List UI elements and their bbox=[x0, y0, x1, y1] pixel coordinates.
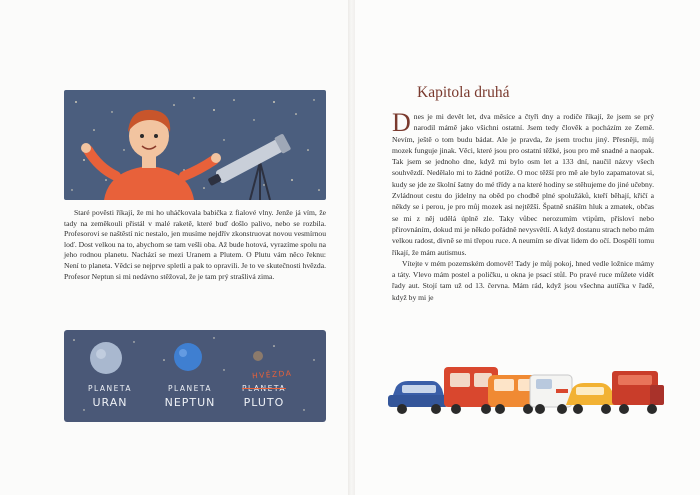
yellow-car bbox=[566, 383, 616, 414]
planet-label-uranus-top: PLANETA bbox=[88, 384, 132, 393]
planets-illustration bbox=[64, 330, 326, 422]
toy-cars-illustration bbox=[380, 345, 680, 425]
pluto-planet bbox=[253, 351, 263, 361]
planet-label-neptune-top: PLANETA bbox=[168, 384, 212, 393]
red-truck bbox=[612, 371, 664, 414]
right-paragraph-2: Vítejte v mém pozemském domově! Tady je můj pokoj, hned vedle ložnice mámy a táty. Vlevo mám postel a poličku, u okna je psací stůl. Po pravé ruce můžete vidět řady aut. Stojí tam už od 13. června. Mám rád, když jsou všechna autíčka v řadě, když by mi je bbox=[392, 258, 654, 302]
planet-label-uranus-name: URAN bbox=[92, 396, 128, 409]
white-ambulance bbox=[530, 375, 572, 414]
right-paragraph-1-text: nes je mi devět let, dva měsíce a čtyři dny a rodiče říkají, že jsem se prý narodil mámě jako všichni ostatní. Jsem tedy člověk a pocházím ze Země. Nevím, ještě o tom budu bádat. Ale je pravda, že jsem trochu jiný. Přesněji, můj mozek funguje jinak. Věci, které jsou pro ostatní těžké, jsou pro mě snadné a naopak. Tak jsem se jednoho dne, když mi bylo osm let a 133 dní, naučil názvy všech souhvězdí. Nedělalo mi to žádné potíže. O moc těžší pro mě ale bylo zapamatovat si, kudy se jde ze školní šatny do mé třídy a na které hodiny se stěhujeme do jiné učebny. Zvládnout cestu do jídelny na oběd po chodbě plné spolužáků, kteří běhají, křičí a někdy se i perou, je pro můj mozek asi nejtěžší. Špatně snáším hluk a zmatek, občas se mi z něj udělá úplně zle. Taky vůbec nerozumím vtipům, přísloví nebo přirovnáním, dokud mi je někdo pořádně nevysvětlí. A když dostanu strach nebo mám velkou radost, divně se mi třepou ruce. A neumím se dívat lidem do očí. Dospělí tomu říkají, že mám autismus. bbox=[392, 112, 654, 257]
right-page-body bbox=[392, 108, 654, 303]
planet-label-neptune-name: NEPTUN bbox=[164, 396, 216, 409]
neptune-planet bbox=[174, 343, 202, 371]
right-paragraph-1 bbox=[392, 108, 654, 258]
left-page-body bbox=[64, 208, 326, 282]
planet-label-pluto-top: PLANETA bbox=[242, 384, 286, 393]
boy-telescope-illustration bbox=[64, 90, 326, 200]
planet-label-pluto-name: PLUTO bbox=[243, 396, 285, 409]
left-paragraph: Staré pověsti říkají, že mi ho uháčkovala babička z fialové vlny. Jenže já vím, že tady na zeměkouli přistál v malé raketě, které buď došlo palivo, nebo se rozbila. Profesorovi se naštěstí nic nestalo, jen musíme nejdřív zkonstruovat novou vesmírnou loď. Dost velkou na to, abychom se tam vešli oba. Až bude hotová, vyrazíme spolu na jeho rodnou planetu. Nachází se mezi Uranem a Plutem. O Plutu vám něco řeknu: Není to planeta. Vědci se nejprve spletli a pak to opravili. Je to ve skutečnosti hvězda. Profesor Neptun si mi nedávno stěžoval, že je tam prý strašlivá zima. bbox=[64, 208, 326, 281]
drop-cap: D bbox=[392, 108, 411, 137]
planet-label-pluto-correction: HVĚZDA bbox=[251, 368, 293, 381]
blue-car bbox=[388, 381, 448, 414]
uranus-planet bbox=[90, 342, 122, 374]
chapter-title: Kapitola druhá bbox=[417, 84, 510, 101]
